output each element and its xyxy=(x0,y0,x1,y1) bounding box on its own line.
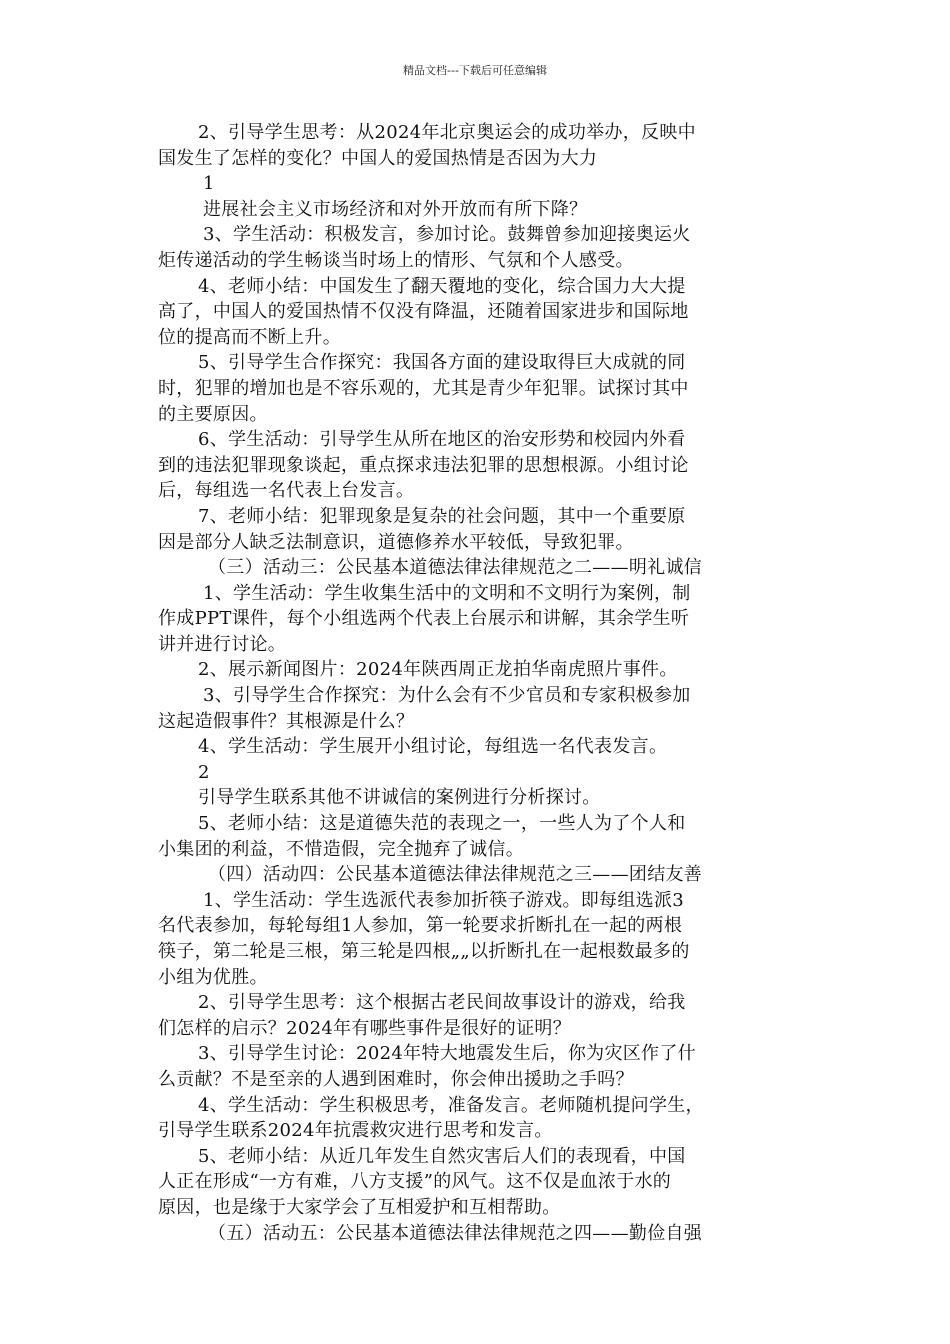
text-line: 后，每组选一名代表上台发言。 xyxy=(158,480,415,502)
text-line: 6、学生活动：引导学生从所在地区的治安形势和校园内外看 xyxy=(198,429,686,451)
text-line: 4、老师小结：中国发生了翻天覆地的变化，综合国力大大提 xyxy=(198,275,686,297)
text-line: （五）活动五：公民基本道德法律法律规范之四——勤俭自强 xyxy=(208,1222,703,1244)
text-line: 作成PPT课件，每个小组选两个代表上台展示和讲解，其余学生听 xyxy=(158,608,690,630)
text-line: 进展社会主义市场经济和对外开放而有所下降？ xyxy=(203,198,588,220)
text-line: 4、学生活动：学生积极思考，准备发言。老师随机提问学生， xyxy=(198,1094,704,1116)
page-header: 精品文档---下载后可任意编辑 xyxy=(403,64,547,77)
text-line: 小组为优胜。 xyxy=(158,966,268,988)
text-line: 筷子，第二轮是三根，第三轮是四根„„以折断扎在一起根数最多的 xyxy=(158,941,690,962)
text-line: 小集团的利益，不惜造假，完全抛弃了诚信。 xyxy=(158,838,524,860)
text-line: 2、展示新闻图片：2024年陕西周正龙拍华南虎照片事件。 xyxy=(198,659,678,681)
text-line: 5、老师小结：这是道德失范的表现之一，一些人为了个人和 xyxy=(198,813,686,835)
text-line: 这起造假事件？其根源是什么？ xyxy=(158,710,415,732)
text-line: （三）活动三：公民基本道德法律法律规范之二——明礼诚信 xyxy=(208,557,703,579)
text-line: 么贡献？不是至亲的人遇到困难时，你会伸出援助之手吗？ xyxy=(158,1068,634,1090)
text-line: 名代表参加，每轮每组1人参加，第一轮要求折断扎在一起的两根 xyxy=(158,915,683,937)
document-body xyxy=(158,120,808,1246)
text-line: 1、学生活动：学生选派代表参加折筷子游戏。即每组选派3 xyxy=(203,889,685,911)
text-line: 3、引导学生合作探究：为什么会有不少官员和专家积极参加 xyxy=(203,685,691,707)
text-line: 引导学生联系其他不讲诚信的案例进行分析探讨。 xyxy=(198,787,601,809)
text-line: 3、引导学生讨论：2024年特大地震发生后，你为灾区作了什 xyxy=(198,1043,696,1065)
text-line: 3、学生活动：积极发言，参加讨论。鼓舞曾参加迎接奥运火 xyxy=(203,224,691,246)
text-line: 2 xyxy=(198,761,210,783)
text-line: 1 xyxy=(203,173,215,195)
text-line: （四）活动四：公民基本道德法律法律规范之三——团结友善 xyxy=(208,864,703,886)
text-line: 们怎样的启示？2024年有哪些事件是很好的证明？ xyxy=(158,1017,572,1039)
text-line: 2、引导学生思考：这个根据古老民间故事设计的游戏，给我 xyxy=(198,992,686,1014)
text-line: 原因，也是缘于大家学会了互相爱护和互相帮助。 xyxy=(158,1196,561,1218)
text-line: 高了，中国人的爱国热情不仅没有降温，还随着国家进步和国际地 xyxy=(158,301,689,323)
text-line: 国发生了怎样的变化？中国人的爱国热情是否因为大力 xyxy=(158,147,598,169)
text-line: 5、引导学生合作探究：我国各方面的建设取得巨大成就的同 xyxy=(198,352,686,374)
text-line: 讲并进行讨论。 xyxy=(158,633,287,655)
text-line: 位的提高而不断上升。 xyxy=(158,326,341,348)
text-line: 引导学生联系2024年抗震救灾进行思考和发言。 xyxy=(158,1120,553,1142)
text-line: 7、老师小结：犯罪现象是复杂的社会问题，其中一个重要原 xyxy=(198,505,686,527)
text-line: 时，犯罪的增加也是不容乐观的，尤其是青少年犯罪。试探讨其中 xyxy=(158,377,689,399)
text-line: 1、学生活动：学生收集生活中的文明和不文明行为案例，制 xyxy=(203,582,691,604)
text-line: 因是部分人缺乏法制意识，道德修养水平较低，导致犯罪。 xyxy=(158,531,634,553)
text-line: 2、引导学生思考：从2024年北京奥运会的成功举办，反映中 xyxy=(198,122,696,143)
text-line: 炬传递活动的学生畅谈当时场上的情形、气氛和个人感受。 xyxy=(158,249,634,271)
text-line: 4、学生活动：学生展开小组讨论，每组选一名代表发言。 xyxy=(198,736,668,758)
text-line: 到的违法犯罪现象谈起，重点探求违法犯罪的思想根源。小组讨论 xyxy=(158,454,689,476)
text-line: 的主要原因。 xyxy=(158,403,268,425)
text-line: 5、老师小结：从近几年发生自然灾害后人们的表现看，中国 xyxy=(198,1145,686,1167)
text-line: 人正在形成“一方有难，八方支援”的风气。这不仅是血浓于水的 xyxy=(158,1171,672,1193)
